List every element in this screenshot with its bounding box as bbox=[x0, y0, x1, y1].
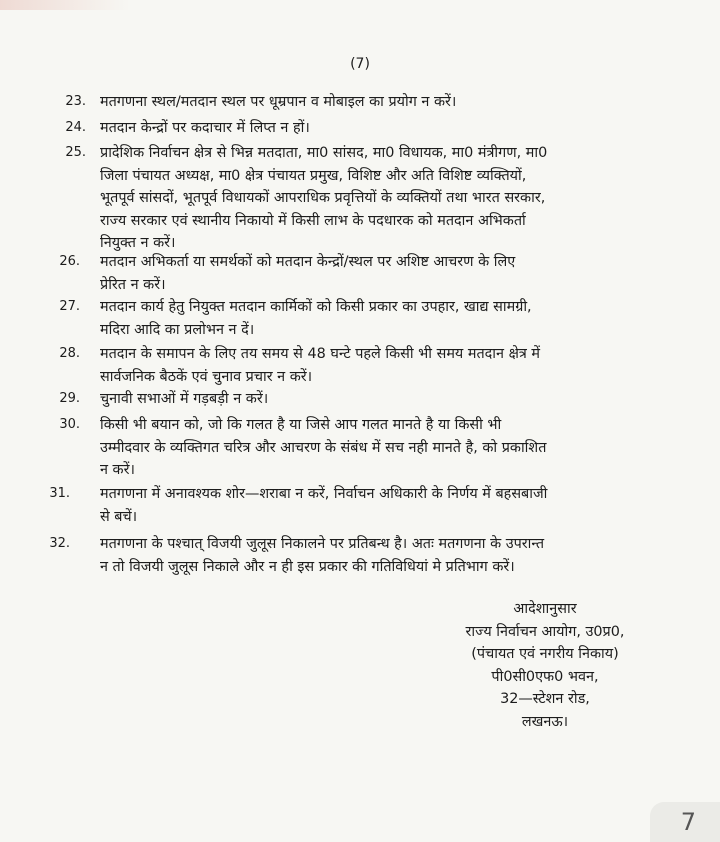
signature-line-order: आदेशानुसार bbox=[513, 601, 577, 617]
item-number: 23. bbox=[65, 94, 86, 109]
item-number: 32. bbox=[49, 536, 70, 551]
signature-line-road: 32—स्टेशन रोड, bbox=[500, 691, 590, 707]
item-number: 26. bbox=[59, 254, 80, 269]
item-text: मतदान के समापन के लिए तय समय से 48 घन्टे पहले किसी भी समय मतदान क्षेत्र में सार्वजनिक बैठकें एवं चुनाव प्रचार न करें। bbox=[100, 346, 541, 385]
signature-line-department: (पंचायत एवं नगरीय निकाय) bbox=[471, 646, 619, 662]
item-number: 31. bbox=[49, 486, 70, 501]
item-text: मतगणना स्थल/मतदान स्थल पर धूम्रपान व मोबाइल का प्रयोग न करें। bbox=[100, 94, 457, 110]
signature-line-city: लखनऊ। bbox=[521, 713, 569, 730]
item-text: मतगणना के पश्चात् विजयी जुलूस निकालने पर प्रतिबन्ध है। अतः मतगणना के उपरान्त न तो विजयी जुलूस निकाले और न ही इस प्रकार की गतिविधियां मे प्रतिभाग करें। bbox=[100, 536, 545, 575]
item-number: 24. bbox=[65, 120, 86, 135]
item-text: मतदान कार्य हेतु नियुक्त मतदान कार्मिकों को किसी प्रकार का उपहार, खाद्य सामग्री, मदिरा आदि का प्रलोभन न दें। bbox=[100, 299, 532, 338]
item-text: प्रादेशिक निर्वाचन क्षेत्र से भिन्न मतदाता, मा0 सांसद, मा0 विधायक, मा0 मंत्रीगण, मा0 जिला पंचायत अध्यक्ष, मा0 क्षेत्र पंचायत प्रमुख, विशिष्ट और अति विशिष्ट व्यक्तियों, भूतपूर्व सांसदों, भूतपूर्व विधायकों आपराधिक प्रवृत्तियों के व्यक्तियों तथा भारत सरकार, राज्य सरकार एवं स्थानीय निकायो में किसी लाभ के पदधारक को मतदान अभिकर्ता नियुक्त न करें। bbox=[100, 145, 548, 251]
item-text: चुनावी सभाओं में गड़बड़ी न करें। bbox=[100, 391, 269, 407]
signature-line-commission: राज्य निर्वाचन आयोग, उ0प्र0, bbox=[465, 623, 625, 640]
signature-block bbox=[395, 598, 695, 733]
corner-page-number: 7 bbox=[680, 808, 696, 836]
item-number: 29. bbox=[59, 391, 80, 406]
page-number: (7) bbox=[350, 56, 370, 72]
item-number: 30. bbox=[59, 417, 80, 432]
signature-line-building: पी0सी0एफ0 भवन, bbox=[491, 668, 599, 685]
item-text: मतदान अभिकर्ता या समर्थकों को मतदान केन्द्रों/स्थल पर अशिष्ट आचरण के लिए प्रेरित न करें। bbox=[100, 254, 516, 293]
top-edge-mark bbox=[0, 0, 130, 10]
item-text: मतदान केन्द्रों पर कदाचार में लिप्त न हों। bbox=[100, 120, 310, 136]
item-number: 28. bbox=[59, 346, 80, 361]
item-text: मतगणना में अनावश्यक शोर—शराबा न करें, निर्वाचन अधिकारी के निर्णय में बहसबाजी से बचें। bbox=[100, 486, 548, 525]
item-text: किसी भी बयान को, जो कि गलत है या जिसे आप गलत मानते है या किसी भी उम्मीदवार के व्यक्तिगत चरित्र और आचरण के संबंध में सच नही मानते है, को प्रकाशित न करें। bbox=[100, 417, 547, 478]
item-number: 25. bbox=[65, 145, 86, 160]
item-number: 27. bbox=[59, 299, 80, 314]
